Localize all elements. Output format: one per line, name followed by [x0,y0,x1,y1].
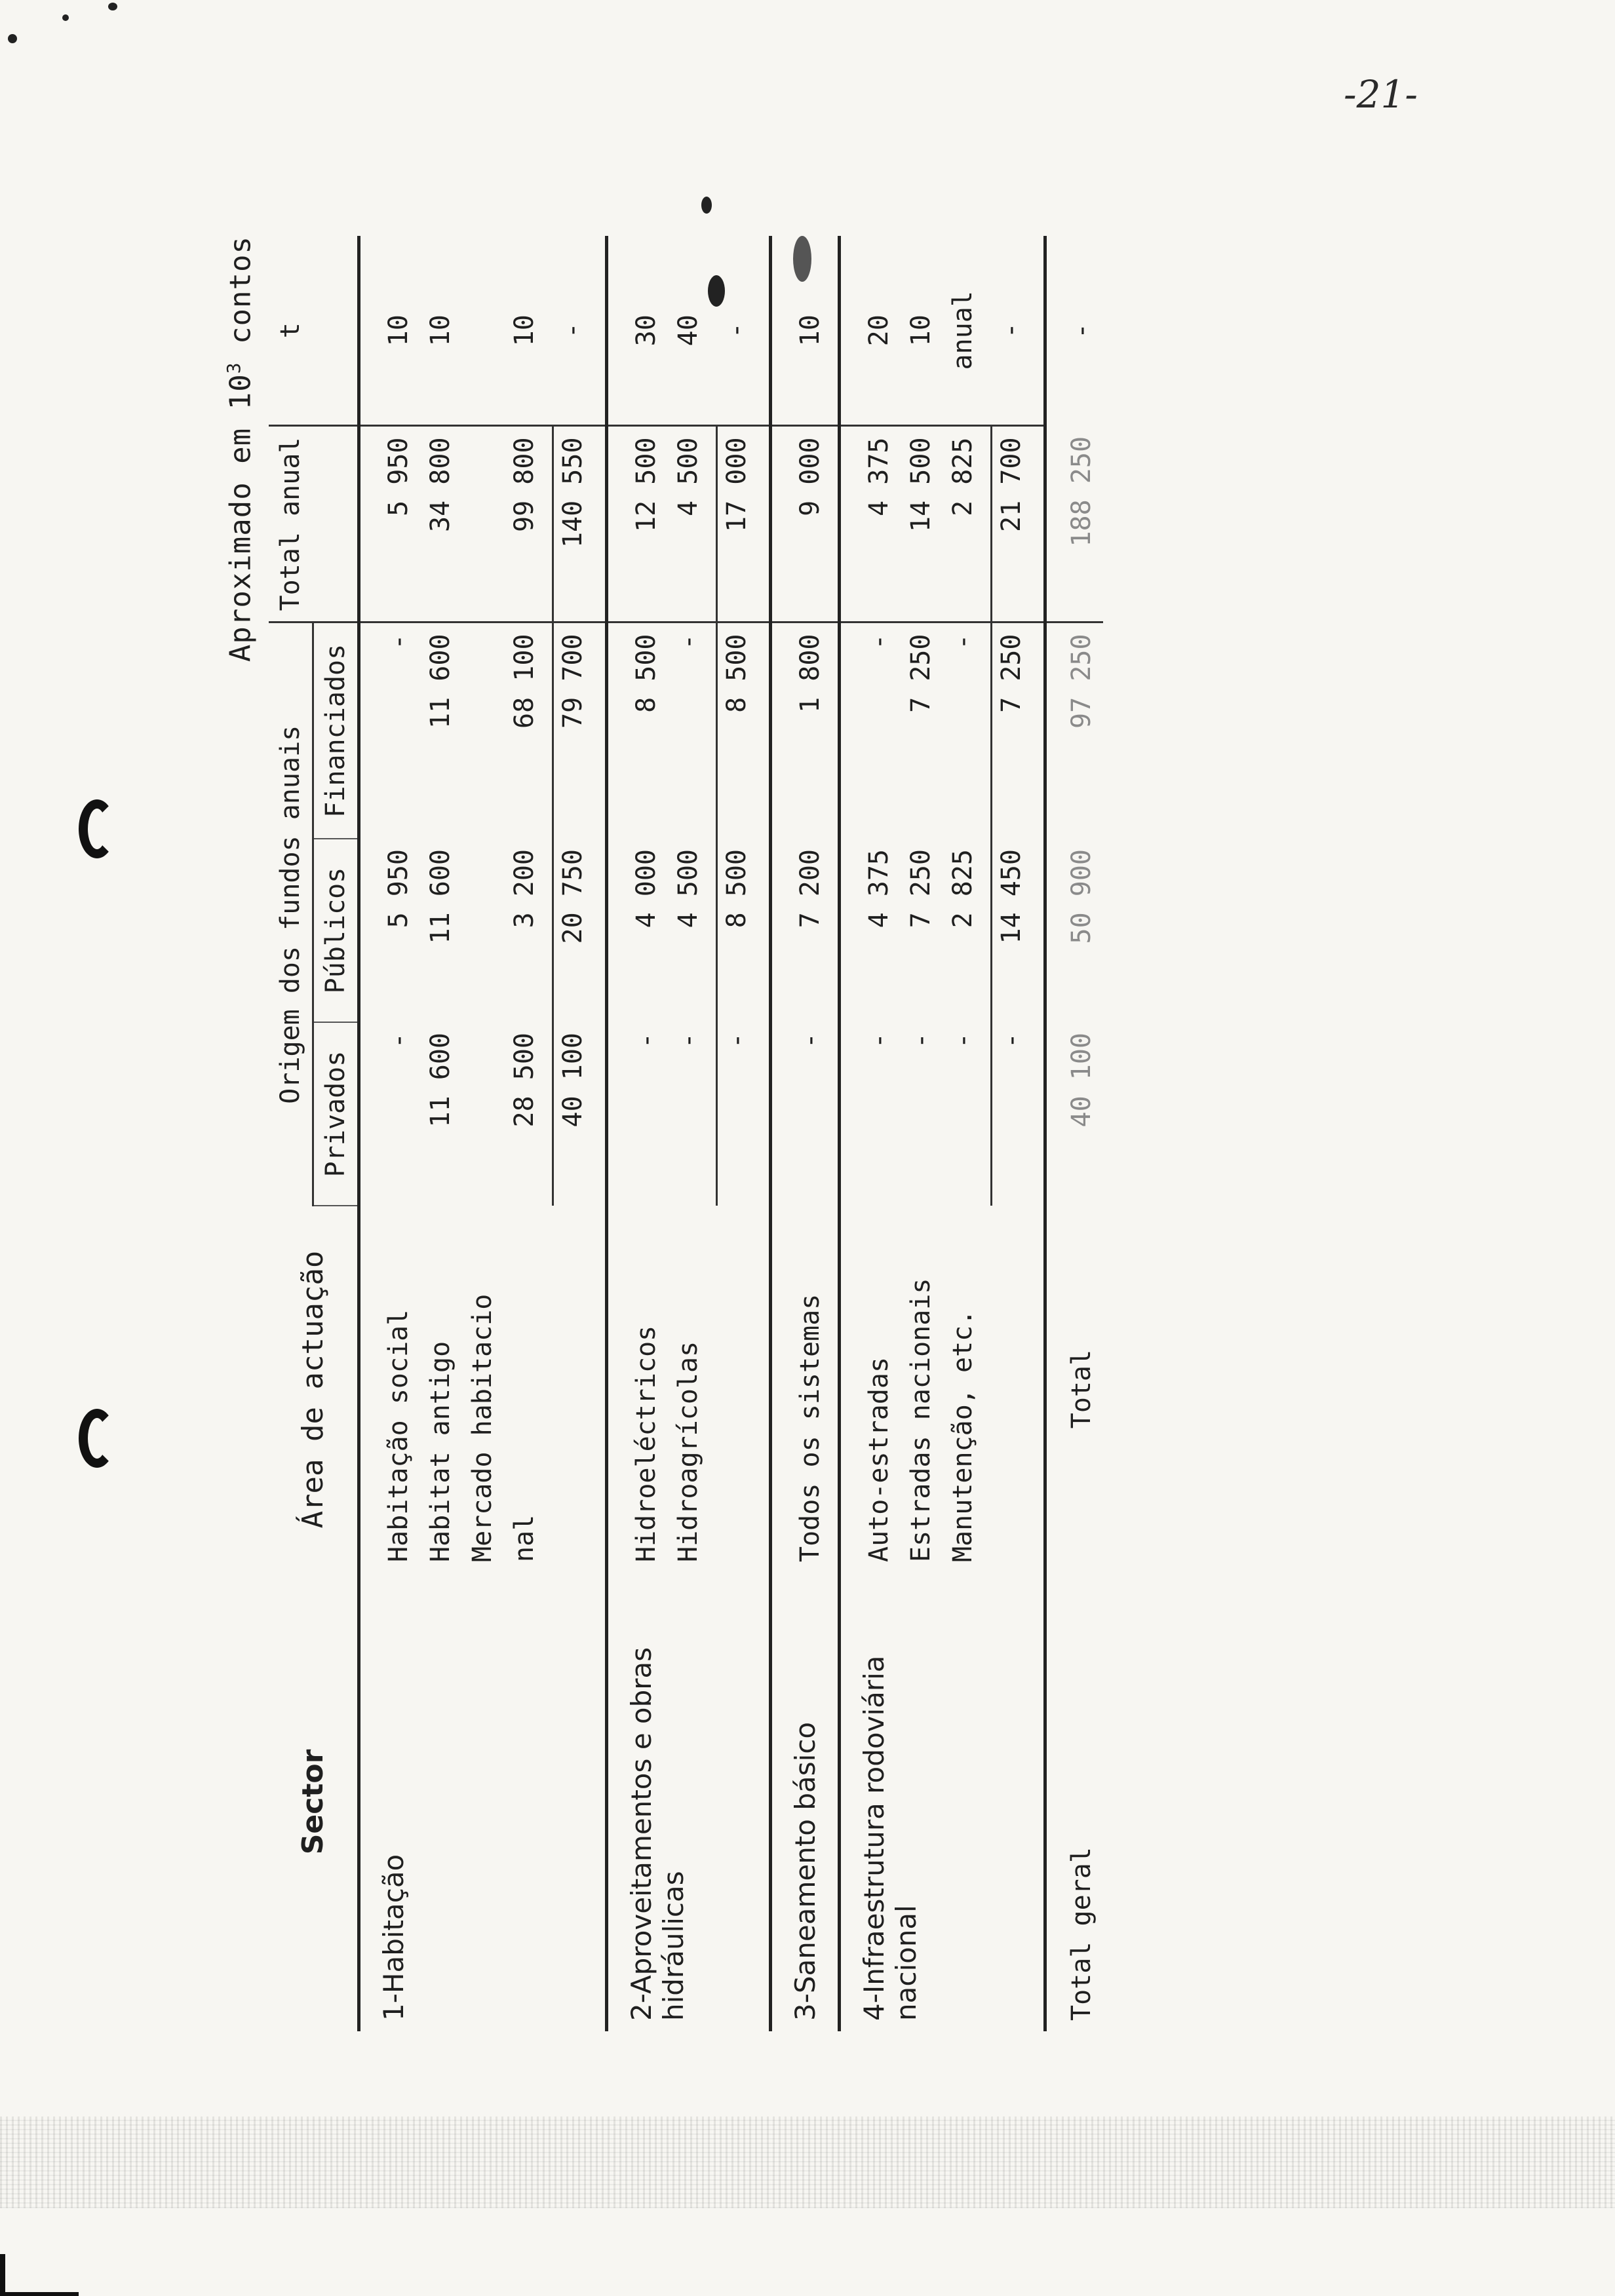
header-t: t [269,236,359,426]
privados-cell: - [771,1022,840,1206]
t-cell: 30 40 [607,236,717,426]
rotated-table-block [223,236,1429,2031]
area-cell: Todos os sistemas [771,1206,840,1573]
subtotal-privados: 40 100 [553,1022,607,1206]
corner-mark [0,2254,79,2296]
sector-cell: 2-Aproveitamentos e obras hidráulicas [607,1573,717,2031]
grand-total-t: - [1045,236,1104,426]
t-cell: 20 10 anual [840,236,992,426]
header-area: Área de actuação [269,1206,359,1573]
subtotal-row [717,236,771,2031]
subtotal-total: 17 000 [717,426,771,622]
subtotal-total: 21 700 [992,426,1045,622]
funding-table [269,236,1103,2031]
privados-cell: - - [607,1022,717,1206]
scan-noise [0,2116,1615,2208]
grand-total-label: Total geral [1045,1573,1104,2031]
grand-total-total: 188 250 [1045,426,1104,622]
sector-cell: 1-Habitação [359,1573,553,2031]
subtotal-financiados: 7 250 [992,622,1045,839]
publicos-cell: 4 000 4 500 [607,839,717,1022]
total-cell: 12 500 4 500 [607,426,717,622]
ink-speck [62,14,69,21]
area-cell: Auto-estradas Estradas nacionais Manutenção, etc. [840,1206,992,1573]
publicos-cell: 7 200 [771,839,840,1022]
units-caption: Aproximado em $10^3$ contos [223,236,258,662]
privados-cell: - 11 600 28 500 [359,1022,553,1206]
area-cell: Habitação social Habitat antigo Mercado habitacio nal [359,1206,553,1573]
financiados-cell: 1 800 [771,622,840,839]
privados-cell: - - - [840,1022,992,1206]
ink-speck [108,3,117,10]
grand-total-publicos: 50 900 [1045,839,1104,1022]
table-row [771,236,840,2031]
subtotal-publicos: 14 450 [992,839,1045,1022]
subtotal-t: - [553,236,607,426]
subtotal-row [553,236,607,2031]
subtotal-publicos: 20 750 [553,839,607,1022]
sector-cell: 3-Saneamento básico [771,1573,840,2031]
subtotal-privados: - [992,1022,1045,1206]
table-body [359,236,1104,2031]
financiados-cell: - 7 250 - [840,622,992,839]
header-sector: Sector [269,1573,359,2031]
total-cell: 9 000 [771,426,840,622]
punch-hole-upper [79,799,115,858]
grand-total-row [1045,236,1104,2031]
header-publicos: Públicos [313,839,359,1022]
grand-total-area-label: Total [1045,1206,1104,1573]
t-cell: 10 [771,236,840,426]
table-row [607,236,717,2031]
page-number: -21- [1344,72,1418,117]
subtotal-financiados: 79 700 [553,622,607,839]
sector-cell: 4-Infraestrutura rodoviária nacional [840,1573,992,2031]
subtotal-t: - [992,236,1045,426]
financiados-cell: 8 500 - [607,622,717,839]
header-total: Total anual [269,426,359,622]
subtotal-t: - [717,236,771,426]
ink-speck [701,197,712,214]
grand-total-privados: 40 100 [1045,1022,1104,1206]
table-row [840,236,992,2031]
financiados-cell: - 11 600 68 100 [359,622,553,839]
total-cell: 4 375 14 500 2 825 [840,426,992,622]
publicos-cell: 5 950 11 600 3 200 [359,839,553,1022]
subtotal-row [992,236,1045,2031]
subtotal-total: 140 550 [553,426,607,622]
header-financiados: Financiados [313,622,359,839]
ink-speck [8,34,17,43]
table-row [359,236,553,2031]
area-cell: Hidroeléctricos Hidroagrícolas [607,1206,717,1573]
header-privados: Privados [313,1022,359,1206]
total-cell: 5 950 34 800 99 800 [359,426,553,622]
publicos-cell: 4 375 7 250 2 825 [840,839,992,1022]
punch-hole-lower [79,1409,115,1468]
grand-total-financiados: 97 250 [1045,622,1104,839]
subtotal-financiados: 8 500 [717,622,771,839]
t-cell: 10 10 10 [359,236,553,426]
subtotal-publicos: 8 500 [717,839,771,1022]
header-origem: Origem dos fundos anuais [269,622,313,1206]
subtotal-privados: - [717,1022,771,1206]
